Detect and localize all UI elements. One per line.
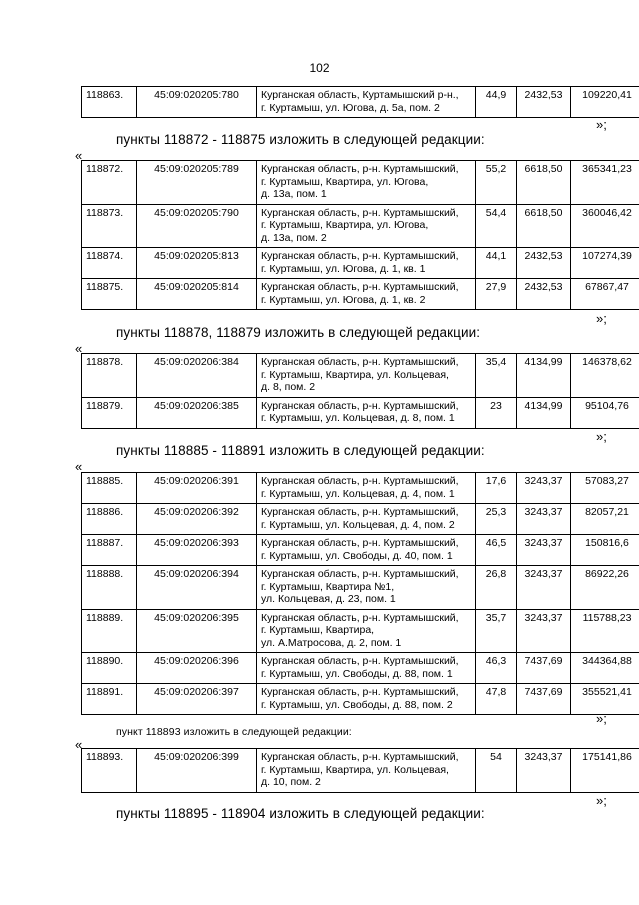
rate-cell: 3243,37 bbox=[517, 749, 571, 793]
table-row bbox=[82, 279, 639, 310]
closing-mark: »; bbox=[596, 793, 607, 808]
address-line: г. Куртамыш, ул. Свободы, д. 88, пом. 2 bbox=[261, 698, 453, 711]
opening-quote: « bbox=[75, 459, 83, 474]
area-cell: 26,8 bbox=[476, 566, 517, 610]
address-cell bbox=[257, 354, 476, 398]
value-cell: 82057,21 bbox=[571, 504, 639, 535]
opening-quote: « bbox=[75, 341, 83, 356]
rate-cell: 3243,37 bbox=[517, 535, 571, 566]
instruction-text: пункты 118895 - 118904 изложить в следующей редакции: bbox=[116, 806, 485, 821]
address-line: г. Куртамыш, ул. Югова, д. 1, кв. 1 bbox=[261, 262, 426, 275]
value-cell: 95104,76 bbox=[571, 397, 639, 428]
address-line: Курганская область, р-н. Куртамышский, bbox=[261, 475, 459, 487]
table-row bbox=[82, 204, 639, 248]
address-cell bbox=[257, 248, 476, 279]
value-cell: 107274,39 bbox=[571, 248, 639, 279]
address-line: Курганская область, р-н. Куртамышский, bbox=[261, 751, 459, 763]
value-cell: 67867,47 bbox=[571, 279, 639, 310]
cadastral-number-cell: 45:09:020205:780 bbox=[137, 87, 257, 118]
table-row bbox=[82, 504, 639, 535]
address-line: г. Куртамыш, Квартира, ул. Югова, bbox=[261, 219, 429, 231]
table-row bbox=[82, 609, 639, 653]
address-line: Курганская область, р-н. Куртамышский, bbox=[261, 568, 459, 580]
instruction-text: пункт 118893 изложить в следующей редакции: bbox=[116, 726, 352, 738]
value-cell: 146378,62 bbox=[571, 354, 639, 398]
address-cell bbox=[257, 566, 476, 610]
area-cell: 44,1 bbox=[476, 248, 517, 279]
address-cell bbox=[257, 535, 476, 566]
address-cell bbox=[257, 87, 476, 118]
value-cell: 150816,6 bbox=[571, 535, 639, 566]
item-number-cell: 118873. bbox=[82, 204, 137, 248]
item-number-cell: 118890. bbox=[82, 653, 137, 684]
address-line: г. Куртамыш, ул. Кольцевая, д. 4, пом. 1 bbox=[261, 487, 455, 500]
cadastral-number-cell: 45:09:020206:391 bbox=[137, 473, 257, 504]
instruction-text: пункты 118878, 118879 изложить в следующей редакции: bbox=[116, 325, 481, 340]
item-number-cell: 118878. bbox=[82, 354, 137, 398]
rate-cell: 3243,37 bbox=[517, 504, 571, 535]
address-line: г. Куртамыш, Квартира, ул. Югова, bbox=[261, 175, 429, 188]
address-line: ул. А.Матросова, д. 2, пом. 1 bbox=[261, 636, 402, 649]
item-number-cell: 118887. bbox=[82, 535, 137, 566]
item-number-cell: 118885. bbox=[82, 473, 137, 504]
closing-mark: »; bbox=[596, 117, 607, 132]
cadastral-number-cell: 45:09:020205:814 bbox=[137, 279, 257, 310]
area-cell: 17,6 bbox=[476, 473, 517, 504]
address-cell bbox=[257, 161, 476, 205]
opening-quote: « bbox=[75, 148, 83, 163]
rate-cell: 3243,37 bbox=[517, 566, 571, 610]
address-cell bbox=[257, 504, 476, 535]
cadastral-number-cell: 45:09:020206:397 bbox=[137, 684, 257, 715]
address-line: г. Куртамыш, ул. Кольцевая, д. 8, пом. 1 bbox=[261, 412, 455, 424]
area-cell: 35,4 bbox=[476, 354, 517, 398]
item-number-cell: 118874. bbox=[82, 248, 137, 279]
address-line: Курганская область, р-н. Куртамышский, bbox=[261, 399, 459, 412]
address-line: г. Куртамыш, ул. Свободы, д. 88, пом. 1 bbox=[261, 667, 453, 680]
table-row bbox=[82, 354, 639, 398]
rate-cell: 7437,69 bbox=[517, 653, 571, 684]
address-line: Курганская область, р-н. Куртамышский, bbox=[261, 206, 459, 219]
address-line: Курганская область, р-н. Куртамышский, bbox=[261, 686, 459, 698]
area-cell: 44,9 bbox=[476, 87, 517, 118]
address-line: г. Куртамыш, Квартира, ул. Кольцевая, bbox=[261, 368, 449, 381]
address-line: г. Куртамыш, ул. Югова, д. 5а, пом. 2 bbox=[261, 101, 440, 114]
area-cell: 25,3 bbox=[476, 504, 517, 535]
cadastral-number-cell: 45:09:020205:813 bbox=[137, 248, 257, 279]
table-row bbox=[82, 535, 639, 566]
address-line: г. Куртамыш, Квартира, ул. Кольцевая, bbox=[261, 763, 449, 776]
rate-cell: 2432,53 bbox=[517, 87, 571, 118]
address-line: д. 13а, пом. 1 bbox=[261, 188, 327, 200]
table-row bbox=[82, 87, 639, 118]
item-number-cell: 118891. bbox=[82, 684, 137, 715]
item-number-cell: 118872. bbox=[82, 161, 137, 205]
instruction-text: пункты 118885 - 118891 изложить в следующей редакции: bbox=[116, 443, 485, 458]
value-cell: 360046,42 bbox=[571, 204, 639, 248]
area-cell: 35,7 bbox=[476, 609, 517, 653]
area-cell: 47,8 bbox=[476, 684, 517, 715]
address-line: Курганская область, р-н. Куртамышский, bbox=[261, 506, 459, 518]
rate-cell: 2432,53 bbox=[517, 248, 571, 279]
address-line: д. 10, пом. 2 bbox=[261, 776, 321, 788]
cadastral-number-cell: 45:09:020206:385 bbox=[137, 397, 257, 428]
item-number-cell: 118875. bbox=[82, 279, 137, 310]
registry-table-2 bbox=[81, 160, 639, 310]
closing-mark: »; bbox=[596, 429, 607, 444]
address-line: Курганская область, Куртамышский р-н., bbox=[261, 89, 459, 101]
rate-cell: 3243,37 bbox=[517, 473, 571, 504]
address-cell bbox=[257, 609, 476, 653]
registry-table-1 bbox=[81, 86, 639, 118]
address-cell bbox=[257, 397, 476, 428]
rate-cell: 7437,69 bbox=[517, 684, 571, 715]
rate-cell: 6618,50 bbox=[517, 161, 571, 205]
item-number-cell: 118893. bbox=[82, 749, 137, 793]
rate-cell: 3243,37 bbox=[517, 609, 571, 653]
address-line: Курганская область, р-н. Куртамышский, bbox=[261, 611, 459, 624]
value-cell: 175141,86 bbox=[571, 749, 639, 793]
table-row bbox=[82, 473, 639, 504]
area-cell: 54 bbox=[476, 749, 517, 793]
address-line: д. 13а, пом. 2 bbox=[261, 231, 327, 244]
rate-cell: 6618,50 bbox=[517, 204, 571, 248]
closing-mark: »; bbox=[596, 311, 607, 326]
value-cell: 365341,23 bbox=[571, 161, 639, 205]
cadastral-number-cell: 45:09:020205:789 bbox=[137, 161, 257, 205]
area-cell: 54,4 bbox=[476, 204, 517, 248]
cadastral-number-cell: 45:09:020206:384 bbox=[137, 354, 257, 398]
address-cell bbox=[257, 684, 476, 715]
rate-cell: 2432,53 bbox=[517, 279, 571, 310]
address-line: г. Куртамыш, ул. Югова, д. 1, кв. 2 bbox=[261, 293, 426, 306]
rate-cell: 4134,99 bbox=[517, 354, 571, 398]
table-row bbox=[82, 684, 639, 715]
page-number: 102 bbox=[309, 61, 330, 75]
item-number-cell: 118879. bbox=[82, 397, 137, 428]
address-line: г. Куртамыш, Квартира №1, bbox=[261, 580, 395, 593]
item-number-cell: 118863. bbox=[82, 87, 137, 118]
address-cell bbox=[257, 204, 476, 248]
cadastral-number-cell: 45:09:020205:790 bbox=[137, 204, 257, 248]
address-cell bbox=[257, 653, 476, 684]
address-line: ул. Кольцевая, д. 23, пом. 1 bbox=[261, 593, 396, 605]
closing-mark: »; bbox=[596, 711, 607, 726]
table-row bbox=[82, 397, 639, 428]
item-number-cell: 118889. bbox=[82, 609, 137, 653]
registry-table-3 bbox=[81, 353, 639, 429]
area-cell: 55,2 bbox=[476, 161, 517, 205]
table-row bbox=[82, 749, 639, 793]
cadastral-number-cell: 45:09:020206:396 bbox=[137, 653, 257, 684]
item-number-cell: 118886. bbox=[82, 504, 137, 535]
address-line: Курганская область, р-н. Куртамышский, bbox=[261, 356, 459, 368]
opening-quote: « bbox=[75, 737, 83, 752]
address-line: Курганская область, р-н. Куртамышский, bbox=[261, 537, 459, 549]
address-line: г. Куртамыш, Квартира, bbox=[261, 624, 375, 636]
cadastral-number-cell: 45:09:020206:399 bbox=[137, 749, 257, 793]
address-line: Курганская область, р-н. Куртамышский, bbox=[261, 250, 459, 262]
value-cell: 57083,27 bbox=[571, 473, 639, 504]
value-cell: 344364,88 bbox=[571, 653, 639, 684]
value-cell: 115788,23 bbox=[571, 609, 639, 653]
address-line: г. Куртамыш, ул. Кольцевая, д. 4, пом. 2 bbox=[261, 518, 455, 531]
table-row bbox=[82, 566, 639, 610]
cadastral-number-cell: 45:09:020206:393 bbox=[137, 535, 257, 566]
value-cell: 86922,26 bbox=[571, 566, 639, 610]
address-line: г. Куртамыш, ул. Свободы, д. 40, пом. 1 bbox=[261, 549, 453, 562]
instruction-text: пункты 118872 - 118875 изложить в следующей редакции: bbox=[116, 132, 485, 147]
address-cell bbox=[257, 279, 476, 310]
registry-table-5 bbox=[81, 748, 639, 793]
address-line: д. 8, пом. 2 bbox=[261, 381, 316, 393]
value-cell: 109220,41 bbox=[571, 87, 639, 118]
table-row bbox=[82, 653, 639, 684]
cadastral-number-cell: 45:09:020206:394 bbox=[137, 566, 257, 610]
item-number-cell: 118888. bbox=[82, 566, 137, 610]
area-cell: 46,5 bbox=[476, 535, 517, 566]
address-cell bbox=[257, 749, 476, 793]
cadastral-number-cell: 45:09:020206:395 bbox=[137, 609, 257, 653]
value-cell: 355521,41 bbox=[571, 684, 639, 715]
area-cell: 46,3 bbox=[476, 653, 517, 684]
table-row bbox=[82, 161, 639, 205]
address-line: Курганская область, р-н. Куртамышский, bbox=[261, 163, 459, 175]
area-cell: 23 bbox=[476, 397, 517, 428]
table-row bbox=[82, 248, 639, 279]
address-line: Курганская область, р-н. Куртамышский, bbox=[261, 281, 459, 293]
area-cell: 27,9 bbox=[476, 279, 517, 310]
address-cell bbox=[257, 473, 476, 504]
cadastral-number-cell: 45:09:020206:392 bbox=[137, 504, 257, 535]
address-line: Курганская область, р-н. Куртамышский, bbox=[261, 655, 459, 667]
registry-table-4 bbox=[81, 472, 639, 715]
rate-cell: 4134,99 bbox=[517, 397, 571, 428]
